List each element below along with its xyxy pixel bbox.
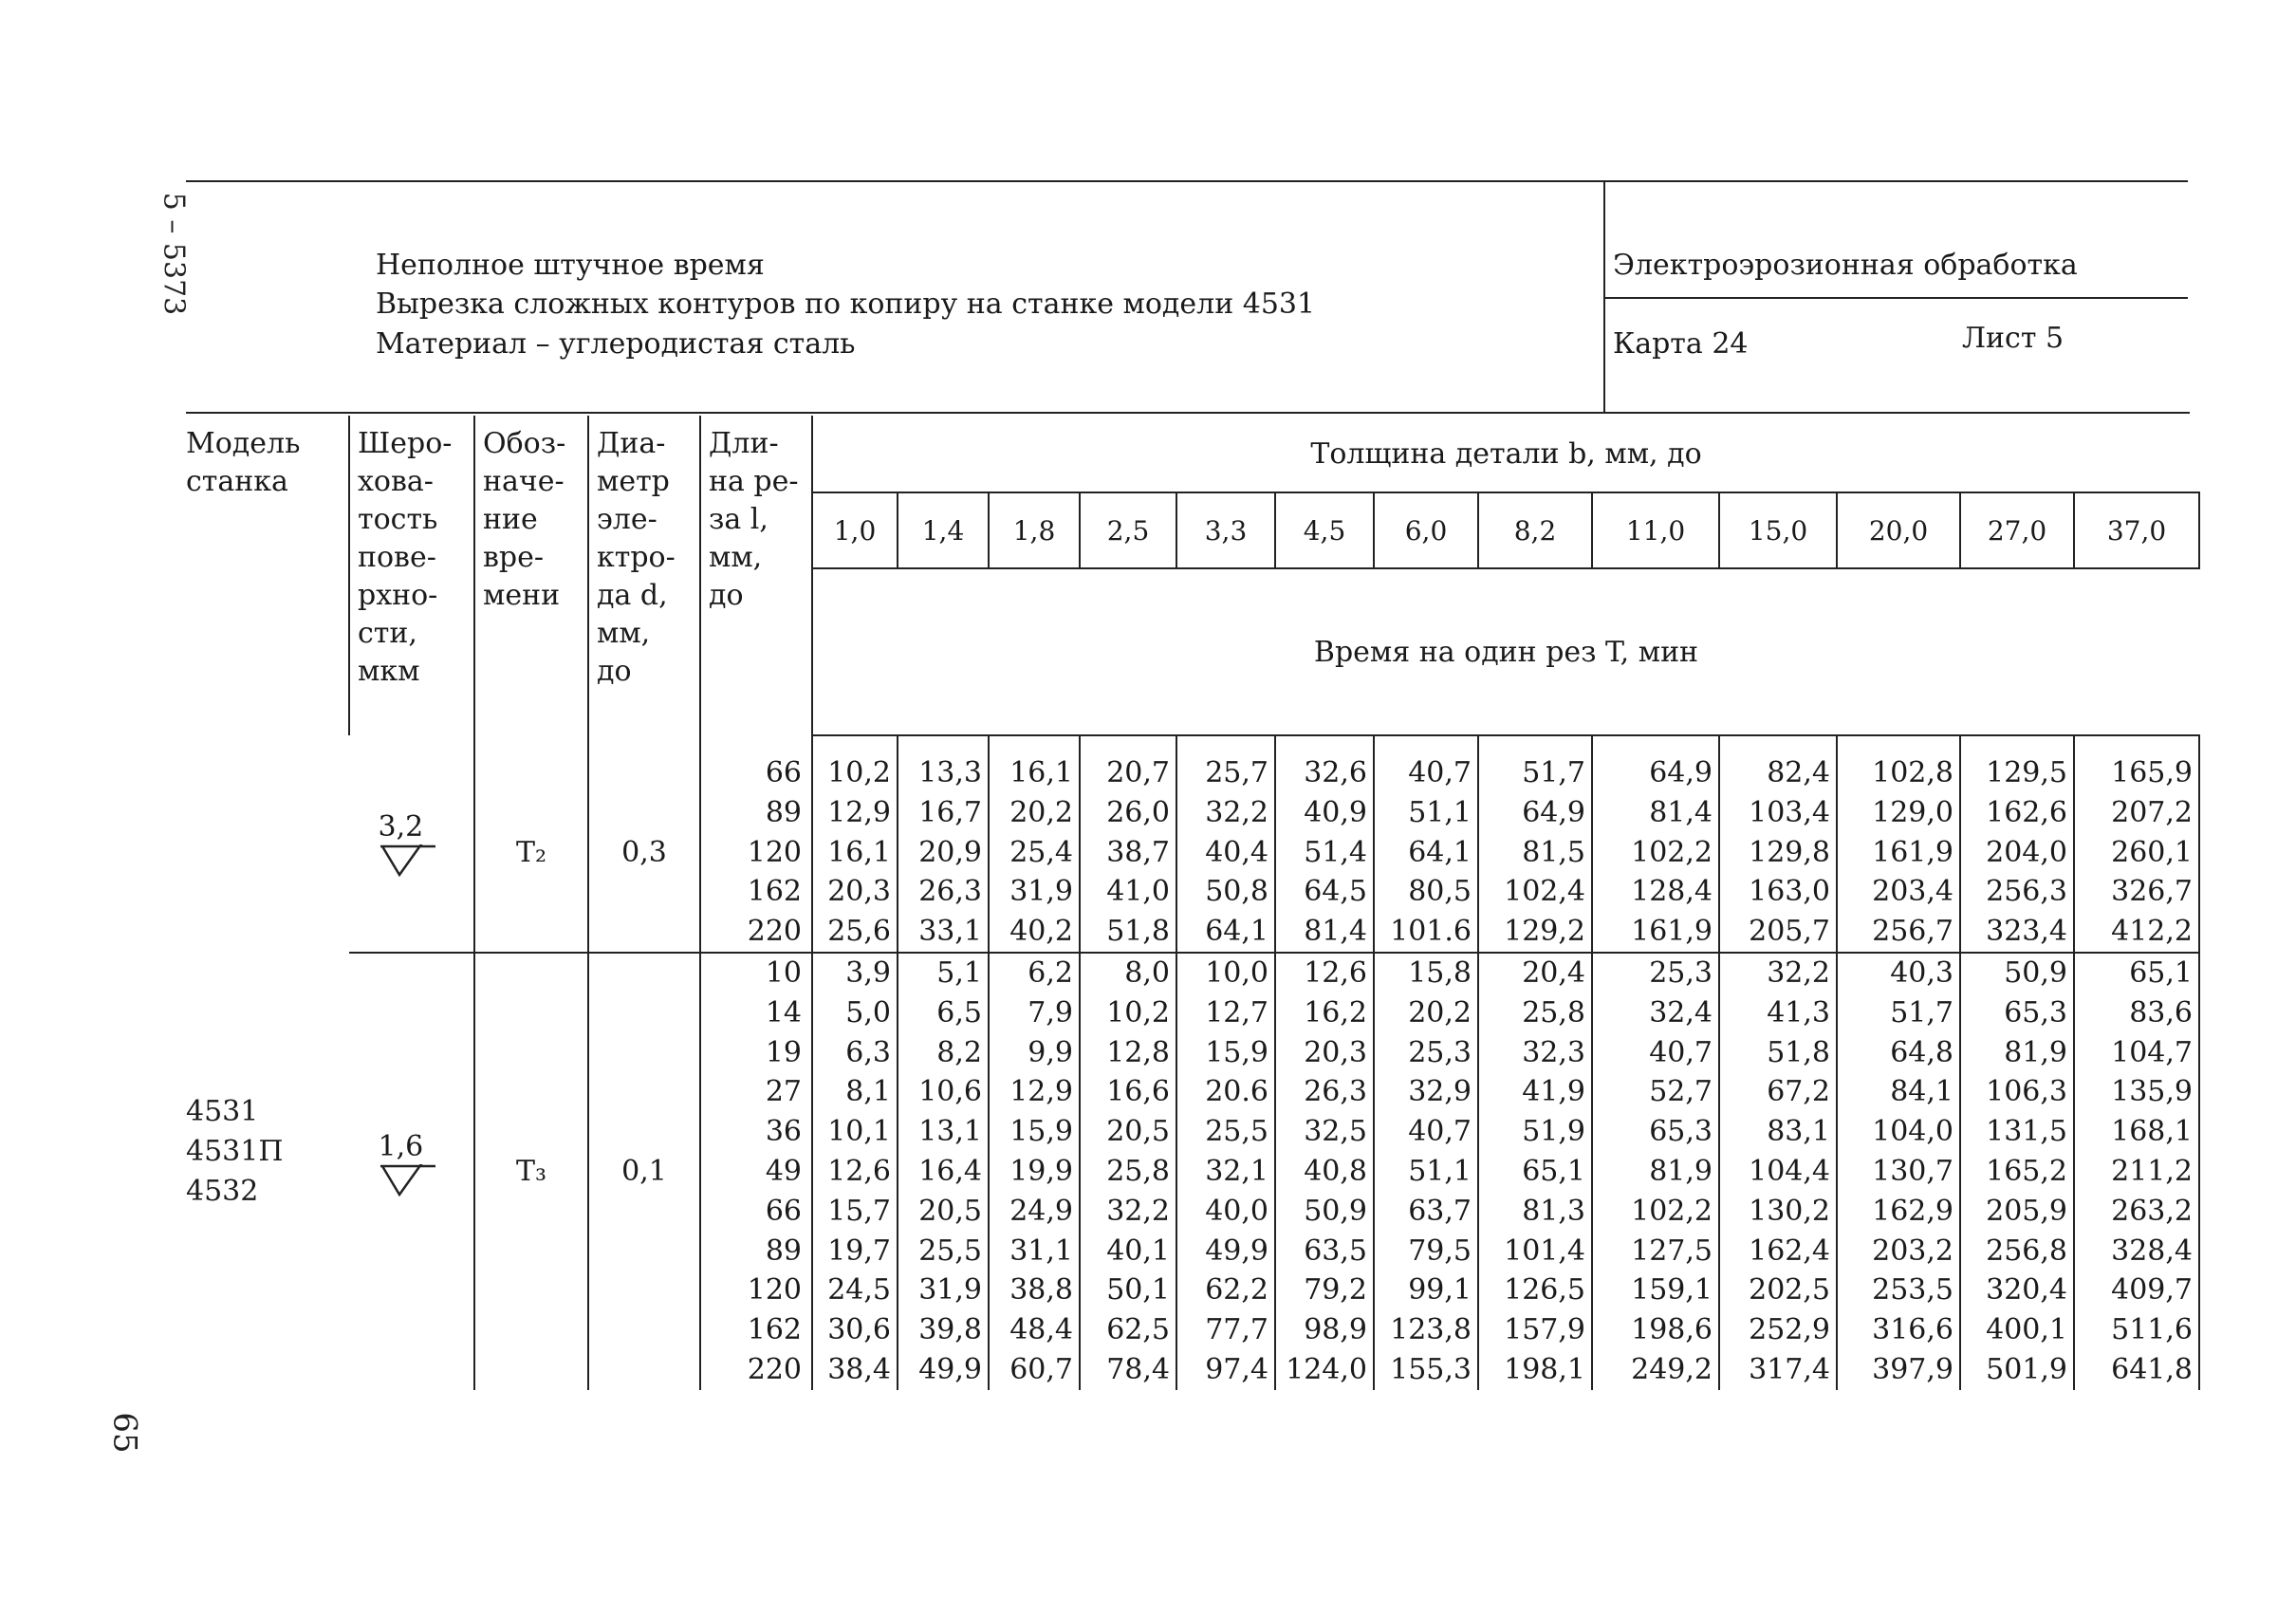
time-value: 8,1 — [812, 1072, 898, 1112]
thickness-value: 37,0 — [2074, 492, 2199, 568]
column-header-diameter: Диа-метр эле-ктро-да d, мм, до — [588, 416, 700, 735]
time-value: 64,1 — [1176, 912, 1275, 953]
time-value: 40,2 — [989, 912, 1080, 953]
time-value: 10,6 — [898, 1072, 989, 1112]
time-value: 131,5 — [1960, 1112, 2074, 1152]
time-value: 25,5 — [1176, 1112, 1275, 1152]
time-value: 51,8 — [1719, 1033, 1837, 1073]
sheet-label: Лист 5 — [1962, 322, 2065, 355]
time-value: 323,4 — [1960, 912, 2074, 953]
time-value: 24,9 — [989, 1192, 1080, 1232]
time-value: 129,5 — [1960, 753, 2074, 793]
time-value: 77,7 — [1176, 1310, 1275, 1350]
time-value: 10,1 — [812, 1112, 898, 1152]
time-value: 40,0 — [1176, 1192, 1275, 1232]
time-value: 103,4 — [1719, 793, 1837, 833]
time-value: 409,7 — [2074, 1271, 2199, 1310]
time-value: 20,4 — [1478, 953, 1592, 993]
machine-model: 4531П — [186, 1135, 284, 1169]
column-header-length: Дли-на ре-за l, мм, до — [700, 416, 812, 735]
time-value: 38,4 — [812, 1350, 898, 1390]
time-value: 32,2 — [1719, 953, 1837, 993]
time-value: 397,9 — [1837, 1350, 1960, 1390]
time-value: 49,9 — [898, 1350, 989, 1390]
time-value: 10,2 — [812, 753, 898, 793]
time-value: 16,4 — [898, 1152, 989, 1192]
time-value: 211,2 — [2074, 1152, 2199, 1192]
machine-model: 4532 — [186, 1175, 259, 1209]
cut-length: 120 — [700, 833, 812, 873]
time-norms-table — [182, 416, 2200, 1390]
time-value: 12,6 — [1275, 953, 1374, 993]
time-value: 50,9 — [1960, 953, 2074, 993]
roughness-value: 3,2 — [378, 810, 424, 844]
time-value: 64,1 — [1374, 833, 1478, 873]
time-value: 15,9 — [989, 1112, 1080, 1152]
time-value: 81,3 — [1478, 1192, 1592, 1232]
time-value: 202,5 — [1719, 1271, 1837, 1310]
time-value: 16,7 — [898, 793, 989, 833]
time-value: 41,3 — [1719, 993, 1837, 1033]
time-value: 106,3 — [1960, 1072, 2074, 1112]
time-value: 31,1 — [989, 1232, 1080, 1271]
time-value: 163,0 — [1719, 872, 1837, 912]
cut-length: 162 — [700, 1310, 812, 1350]
time-value: 155,3 — [1374, 1350, 1478, 1390]
time-value: 162,4 — [1719, 1232, 1837, 1271]
roughness-cell — [349, 953, 474, 1390]
time-value: 31,9 — [898, 1271, 989, 1310]
thickness-header: Толщина детали b, мм, до — [812, 416, 2199, 492]
thickness-value: 8,2 — [1478, 492, 1592, 568]
header-top-rule — [186, 180, 2188, 182]
column-header-model: Модель станка — [182, 416, 349, 735]
time-value: 65,3 — [1960, 993, 2074, 1033]
time-value: 102,2 — [1592, 833, 1719, 873]
time-value: 3,9 — [812, 953, 898, 993]
spacer-cell — [588, 735, 700, 753]
time-value: 102,8 — [1837, 753, 1960, 793]
time-value: 50,1 — [1080, 1271, 1176, 1310]
time-value: 51,4 — [1275, 833, 1374, 873]
time-value: 19,7 — [812, 1232, 898, 1271]
time-value: 162,9 — [1837, 1192, 1960, 1232]
time-value: 25,8 — [1080, 1152, 1176, 1192]
time-value: 412,2 — [2074, 912, 2199, 953]
time-value: 63,5 — [1275, 1232, 1374, 1271]
thickness-value: 6,0 — [1374, 492, 1478, 568]
time-value: 32,1 — [1176, 1152, 1275, 1192]
header-bottom-rule — [186, 412, 2190, 414]
thickness-value: 3,3 — [1176, 492, 1275, 568]
cut-length: 220 — [700, 1350, 812, 1390]
time-value: 63,7 — [1374, 1192, 1478, 1232]
time-value: 15,7 — [812, 1192, 898, 1232]
time-value: 501,9 — [1960, 1350, 2074, 1390]
time-value: 52,7 — [1592, 1072, 1719, 1112]
time-value: 326,7 — [2074, 872, 2199, 912]
time-value: 65,1 — [2074, 953, 2199, 993]
time-value: 32,6 — [1275, 753, 1374, 793]
time-value: 98,9 — [1275, 1310, 1374, 1350]
cut-length: 49 — [700, 1152, 812, 1192]
time-designation: T₂ — [474, 753, 588, 953]
column-header-designation: Обоз-наче-ние вре-мени — [474, 416, 588, 735]
time-value: 204,0 — [1960, 833, 2074, 873]
time-value: 162,6 — [1960, 793, 2074, 833]
cut-length: 120 — [700, 1271, 812, 1310]
time-value: 51,1 — [1374, 1152, 1478, 1192]
time-value: 101.6 — [1374, 912, 1478, 953]
time-value: 40,9 — [1275, 793, 1374, 833]
time-value: 25,3 — [1374, 1033, 1478, 1073]
time-value: 25,8 — [1478, 993, 1592, 1033]
spacer-cell — [1080, 735, 1176, 753]
thickness-value: 2,5 — [1080, 492, 1176, 568]
time-value: 81,5 — [1478, 833, 1592, 873]
table-row — [182, 953, 2199, 993]
time-value: 13,1 — [898, 1112, 989, 1152]
time-value: 15,8 — [1374, 953, 1478, 993]
time-value: 198,6 — [1592, 1310, 1719, 1350]
time-value: 128,4 — [1592, 872, 1719, 912]
time-value: 203,4 — [1837, 872, 1960, 912]
time-value: 129,2 — [1478, 912, 1592, 953]
time-value: 64,8 — [1837, 1033, 1960, 1073]
time-value: 12,7 — [1176, 993, 1275, 1033]
time-value: 328,4 — [2074, 1232, 2199, 1271]
thickness-value: 15,0 — [1719, 492, 1837, 568]
time-value: 64,5 — [1275, 872, 1374, 912]
time-value: 25,6 — [812, 912, 898, 953]
time-value: 41,9 — [1478, 1072, 1592, 1112]
time-value: 51,8 — [1080, 912, 1176, 953]
time-value: 256,8 — [1960, 1232, 2074, 1271]
time-value: 8,2 — [898, 1033, 989, 1073]
time-value: 51,1 — [1374, 793, 1478, 833]
time-value: 51,7 — [1478, 753, 1592, 793]
time-value: 20,5 — [1080, 1112, 1176, 1152]
time-value: 81,9 — [1960, 1033, 2074, 1073]
time-value: 124,0 — [1275, 1350, 1374, 1390]
cut-length: 19 — [700, 1033, 812, 1073]
time-value: 40,7 — [1374, 753, 1478, 793]
time-value: 6,5 — [898, 993, 989, 1033]
time-value: 64,9 — [1478, 793, 1592, 833]
time-value: 16,1 — [989, 753, 1080, 793]
thickness-value: 27,0 — [1960, 492, 2074, 568]
time-value: 104,7 — [2074, 1033, 2199, 1073]
title-line-3: Материал – углеродистая сталь — [376, 327, 856, 361]
cut-length: 89 — [700, 1232, 812, 1271]
spacer-cell — [182, 735, 349, 753]
spacer-cell — [1374, 735, 1478, 753]
time-value: 19,9 — [989, 1152, 1080, 1192]
cut-length: 36 — [700, 1112, 812, 1152]
cut-length: 66 — [700, 1192, 812, 1232]
cut-length: 14 — [700, 993, 812, 1033]
time-value: 7,9 — [989, 993, 1080, 1033]
time-value: 165,9 — [2074, 753, 2199, 793]
time-value: 20.6 — [1176, 1072, 1275, 1112]
roughness-cell — [349, 753, 474, 953]
time-value: 123,8 — [1374, 1310, 1478, 1350]
time-value: 39,8 — [898, 1310, 989, 1350]
time-value: 12,8 — [1080, 1033, 1176, 1073]
time-value: 25,3 — [1592, 953, 1719, 993]
time-value: 62,5 — [1080, 1310, 1176, 1350]
time-value: 20,3 — [812, 872, 898, 912]
time-value: 20,9 — [898, 833, 989, 873]
spacer-cell — [1719, 735, 1837, 753]
time-value: 81,9 — [1592, 1152, 1719, 1192]
spacer-cell — [1478, 735, 1592, 753]
time-value: 5,1 — [898, 953, 989, 993]
time-value: 25,5 — [898, 1232, 989, 1271]
time-value: 10,0 — [1176, 953, 1275, 993]
time-value: 203,2 — [1837, 1232, 1960, 1271]
time-value: 26,3 — [1275, 1072, 1374, 1112]
time-value: 50,8 — [1176, 872, 1275, 912]
cut-length: 162 — [700, 872, 812, 912]
header-right-rule — [1605, 297, 2188, 299]
time-value: 40,3 — [1837, 953, 1960, 993]
time-value: 40,1 — [1080, 1232, 1176, 1271]
time-value: 79,2 — [1275, 1271, 1374, 1310]
time-value: 165,2 — [1960, 1152, 2074, 1192]
time-value: 41,0 — [1080, 872, 1176, 912]
time-value: 256,3 — [1960, 872, 2074, 912]
time-value: 130,7 — [1837, 1152, 1960, 1192]
time-value: 20,3 — [1275, 1033, 1374, 1073]
time-value: 316,6 — [1837, 1310, 1960, 1350]
time-value: 80,5 — [1374, 872, 1478, 912]
electrode-diameter: 0,3 — [588, 753, 700, 953]
page-number: 65 — [105, 1412, 144, 1454]
spacer-cell — [989, 735, 1080, 753]
time-value: 51,7 — [1837, 993, 1960, 1033]
category-label: Электроэрозионная обработка — [1613, 249, 2078, 282]
time-value: 60,7 — [989, 1350, 1080, 1390]
time-value: 40,7 — [1592, 1033, 1719, 1073]
time-value: 249,2 — [1592, 1350, 1719, 1390]
title-line-1: Неполное штучное время — [376, 249, 765, 282]
time-value: 16,6 — [1080, 1072, 1176, 1112]
spacer-cell — [1960, 735, 2074, 753]
time-value: 82,4 — [1719, 753, 1837, 793]
cut-length: 220 — [700, 912, 812, 953]
time-value: 32,3 — [1478, 1033, 1592, 1073]
time-value: 102,2 — [1592, 1192, 1719, 1232]
time-value: 40,8 — [1275, 1152, 1374, 1192]
time-value: 6,2 — [989, 953, 1080, 993]
time-value: 79,5 — [1374, 1232, 1478, 1271]
time-value: 12,6 — [812, 1152, 898, 1192]
time-value: 97,4 — [1176, 1350, 1275, 1390]
roughness-triangle-icon — [379, 1164, 439, 1198]
time-value: 260,1 — [2074, 833, 2199, 873]
time-value: 32,4 — [1592, 993, 1719, 1033]
time-value: 8,0 — [1080, 953, 1176, 993]
time-value: 32,2 — [1176, 793, 1275, 833]
time-value: 198,1 — [1478, 1350, 1592, 1390]
time-value: 104,0 — [1837, 1112, 1960, 1152]
time-value: 26,3 — [898, 872, 989, 912]
electrode-diameter: 0,1 — [588, 953, 700, 1390]
time-value: 129,8 — [1719, 833, 1837, 873]
spacer-cell — [2074, 735, 2199, 753]
thickness-value: 1,0 — [812, 492, 898, 568]
time-value: 38,8 — [989, 1271, 1080, 1310]
header-divider — [1603, 180, 1605, 412]
roughness-symbol — [379, 810, 445, 886]
time-value: 33,1 — [898, 912, 989, 953]
time-value: 263,2 — [2074, 1192, 2199, 1232]
time-value: 16,2 — [1275, 993, 1374, 1033]
spacer-cell — [1176, 735, 1275, 753]
time-value: 81,4 — [1592, 793, 1719, 833]
time-value: 20,2 — [989, 793, 1080, 833]
time-value: 9,9 — [989, 1033, 1080, 1073]
table-row — [182, 753, 2199, 793]
time-value: 135,9 — [2074, 1072, 2199, 1112]
time-value: 161,9 — [1592, 912, 1719, 953]
time-value: 10,2 — [1080, 993, 1176, 1033]
time-value: 83,1 — [1719, 1112, 1837, 1152]
time-value: 129,0 — [1837, 793, 1960, 833]
time-value: 6,3 — [812, 1033, 898, 1073]
time-value: 127,5 — [1592, 1232, 1719, 1271]
time-value: 13,3 — [898, 753, 989, 793]
time-value: 641,8 — [2074, 1350, 2199, 1390]
time-value: 99,1 — [1374, 1271, 1478, 1310]
time-value: 101,4 — [1478, 1232, 1592, 1271]
time-value: 205,7 — [1719, 912, 1837, 953]
spacer-cell — [1592, 735, 1719, 753]
time-value: 49,9 — [1176, 1232, 1275, 1271]
thickness-value: 4,5 — [1275, 492, 1374, 568]
roughness-symbol — [379, 1130, 445, 1206]
time-value: 65,1 — [1478, 1152, 1592, 1192]
time-value: 207,2 — [2074, 793, 2199, 833]
time-value: 40,4 — [1176, 833, 1275, 873]
time-value: 24,5 — [812, 1271, 898, 1310]
time-value: 48,4 — [989, 1310, 1080, 1350]
time-value: 511,6 — [2074, 1310, 2199, 1350]
time-value: 126,5 — [1478, 1271, 1592, 1310]
document-code: 5 – 5373 — [157, 192, 191, 316]
spacer-cell — [474, 735, 588, 753]
cut-length: 27 — [700, 1072, 812, 1112]
spacer-cell — [812, 735, 898, 753]
roughness-value: 1,6 — [378, 1129, 424, 1163]
time-value: 64,9 — [1592, 753, 1719, 793]
time-value: 65,3 — [1592, 1112, 1719, 1152]
machine-models — [182, 753, 349, 1390]
time-value: 25,4 — [989, 833, 1080, 873]
time-value: 84,1 — [1837, 1072, 1960, 1112]
time-value: 32,9 — [1374, 1072, 1478, 1112]
time-value: 30,6 — [812, 1310, 898, 1350]
thickness-value: 1,8 — [989, 492, 1080, 568]
time-value: 83,6 — [2074, 993, 2199, 1033]
time-value: 25,7 — [1176, 753, 1275, 793]
time-value: 12,9 — [812, 793, 898, 833]
card-label: Карта 24 — [1613, 327, 1749, 361]
time-header: Время на один рез T, мин — [812, 568, 2199, 735]
spacer-cell — [898, 735, 989, 753]
time-value: 16,1 — [812, 833, 898, 873]
time-value: 256,7 — [1837, 912, 1960, 953]
machine-model: 4531 — [186, 1095, 259, 1129]
cut-length: 10 — [700, 953, 812, 993]
time-value: 32,5 — [1275, 1112, 1374, 1152]
time-value: 15,9 — [1176, 1033, 1275, 1073]
time-value: 40,7 — [1374, 1112, 1478, 1152]
time-value: 32,2 — [1080, 1192, 1176, 1232]
time-value: 20,7 — [1080, 753, 1176, 793]
time-value: 12,9 — [989, 1072, 1080, 1112]
spacer-cell — [700, 735, 812, 753]
time-value: 400,1 — [1960, 1310, 2074, 1350]
time-value: 252,9 — [1719, 1310, 1837, 1350]
time-value: 81,4 — [1275, 912, 1374, 953]
time-value: 20,2 — [1374, 993, 1478, 1033]
thickness-value: 20,0 — [1837, 492, 1960, 568]
time-value: 320,4 — [1960, 1271, 2074, 1310]
time-value: 104,4 — [1719, 1152, 1837, 1192]
time-value: 20,5 — [898, 1192, 989, 1232]
time-value: 168,1 — [2074, 1112, 2199, 1152]
time-value: 157,9 — [1478, 1310, 1592, 1350]
time-value: 62,2 — [1176, 1271, 1275, 1310]
title-line-2: Вырезка сложных контуров по копиру на станке модели 4531 — [376, 288, 1316, 321]
time-value: 317,4 — [1719, 1350, 1837, 1390]
spacer-cell — [1837, 735, 1960, 753]
time-value: 130,2 — [1719, 1192, 1837, 1232]
thickness-value: 1,4 — [898, 492, 989, 568]
time-value: 102,4 — [1478, 872, 1592, 912]
time-value: 159,1 — [1592, 1271, 1719, 1310]
time-value: 50,9 — [1275, 1192, 1374, 1232]
cut-length: 66 — [700, 753, 812, 793]
time-value: 51,9 — [1478, 1112, 1592, 1152]
time-value: 253,5 — [1837, 1271, 1960, 1310]
spacer-cell — [1275, 735, 1374, 753]
time-value: 38,7 — [1080, 833, 1176, 873]
roughness-triangle-icon — [379, 844, 439, 879]
time-value: 5,0 — [812, 993, 898, 1033]
time-value: 67,2 — [1719, 1072, 1837, 1112]
time-value: 78,4 — [1080, 1350, 1176, 1390]
thickness-value: 11,0 — [1592, 492, 1719, 568]
column-header-roughness: Шеро-хова-тость пове-рхно-сти, мкм — [349, 416, 474, 735]
time-value: 161,9 — [1837, 833, 1960, 873]
time-designation: T₃ — [474, 953, 588, 1390]
spacer-cell — [349, 735, 474, 753]
cut-length: 89 — [700, 793, 812, 833]
time-value: 205,9 — [1960, 1192, 2074, 1232]
time-value: 26,0 — [1080, 793, 1176, 833]
time-value: 31,9 — [989, 872, 1080, 912]
